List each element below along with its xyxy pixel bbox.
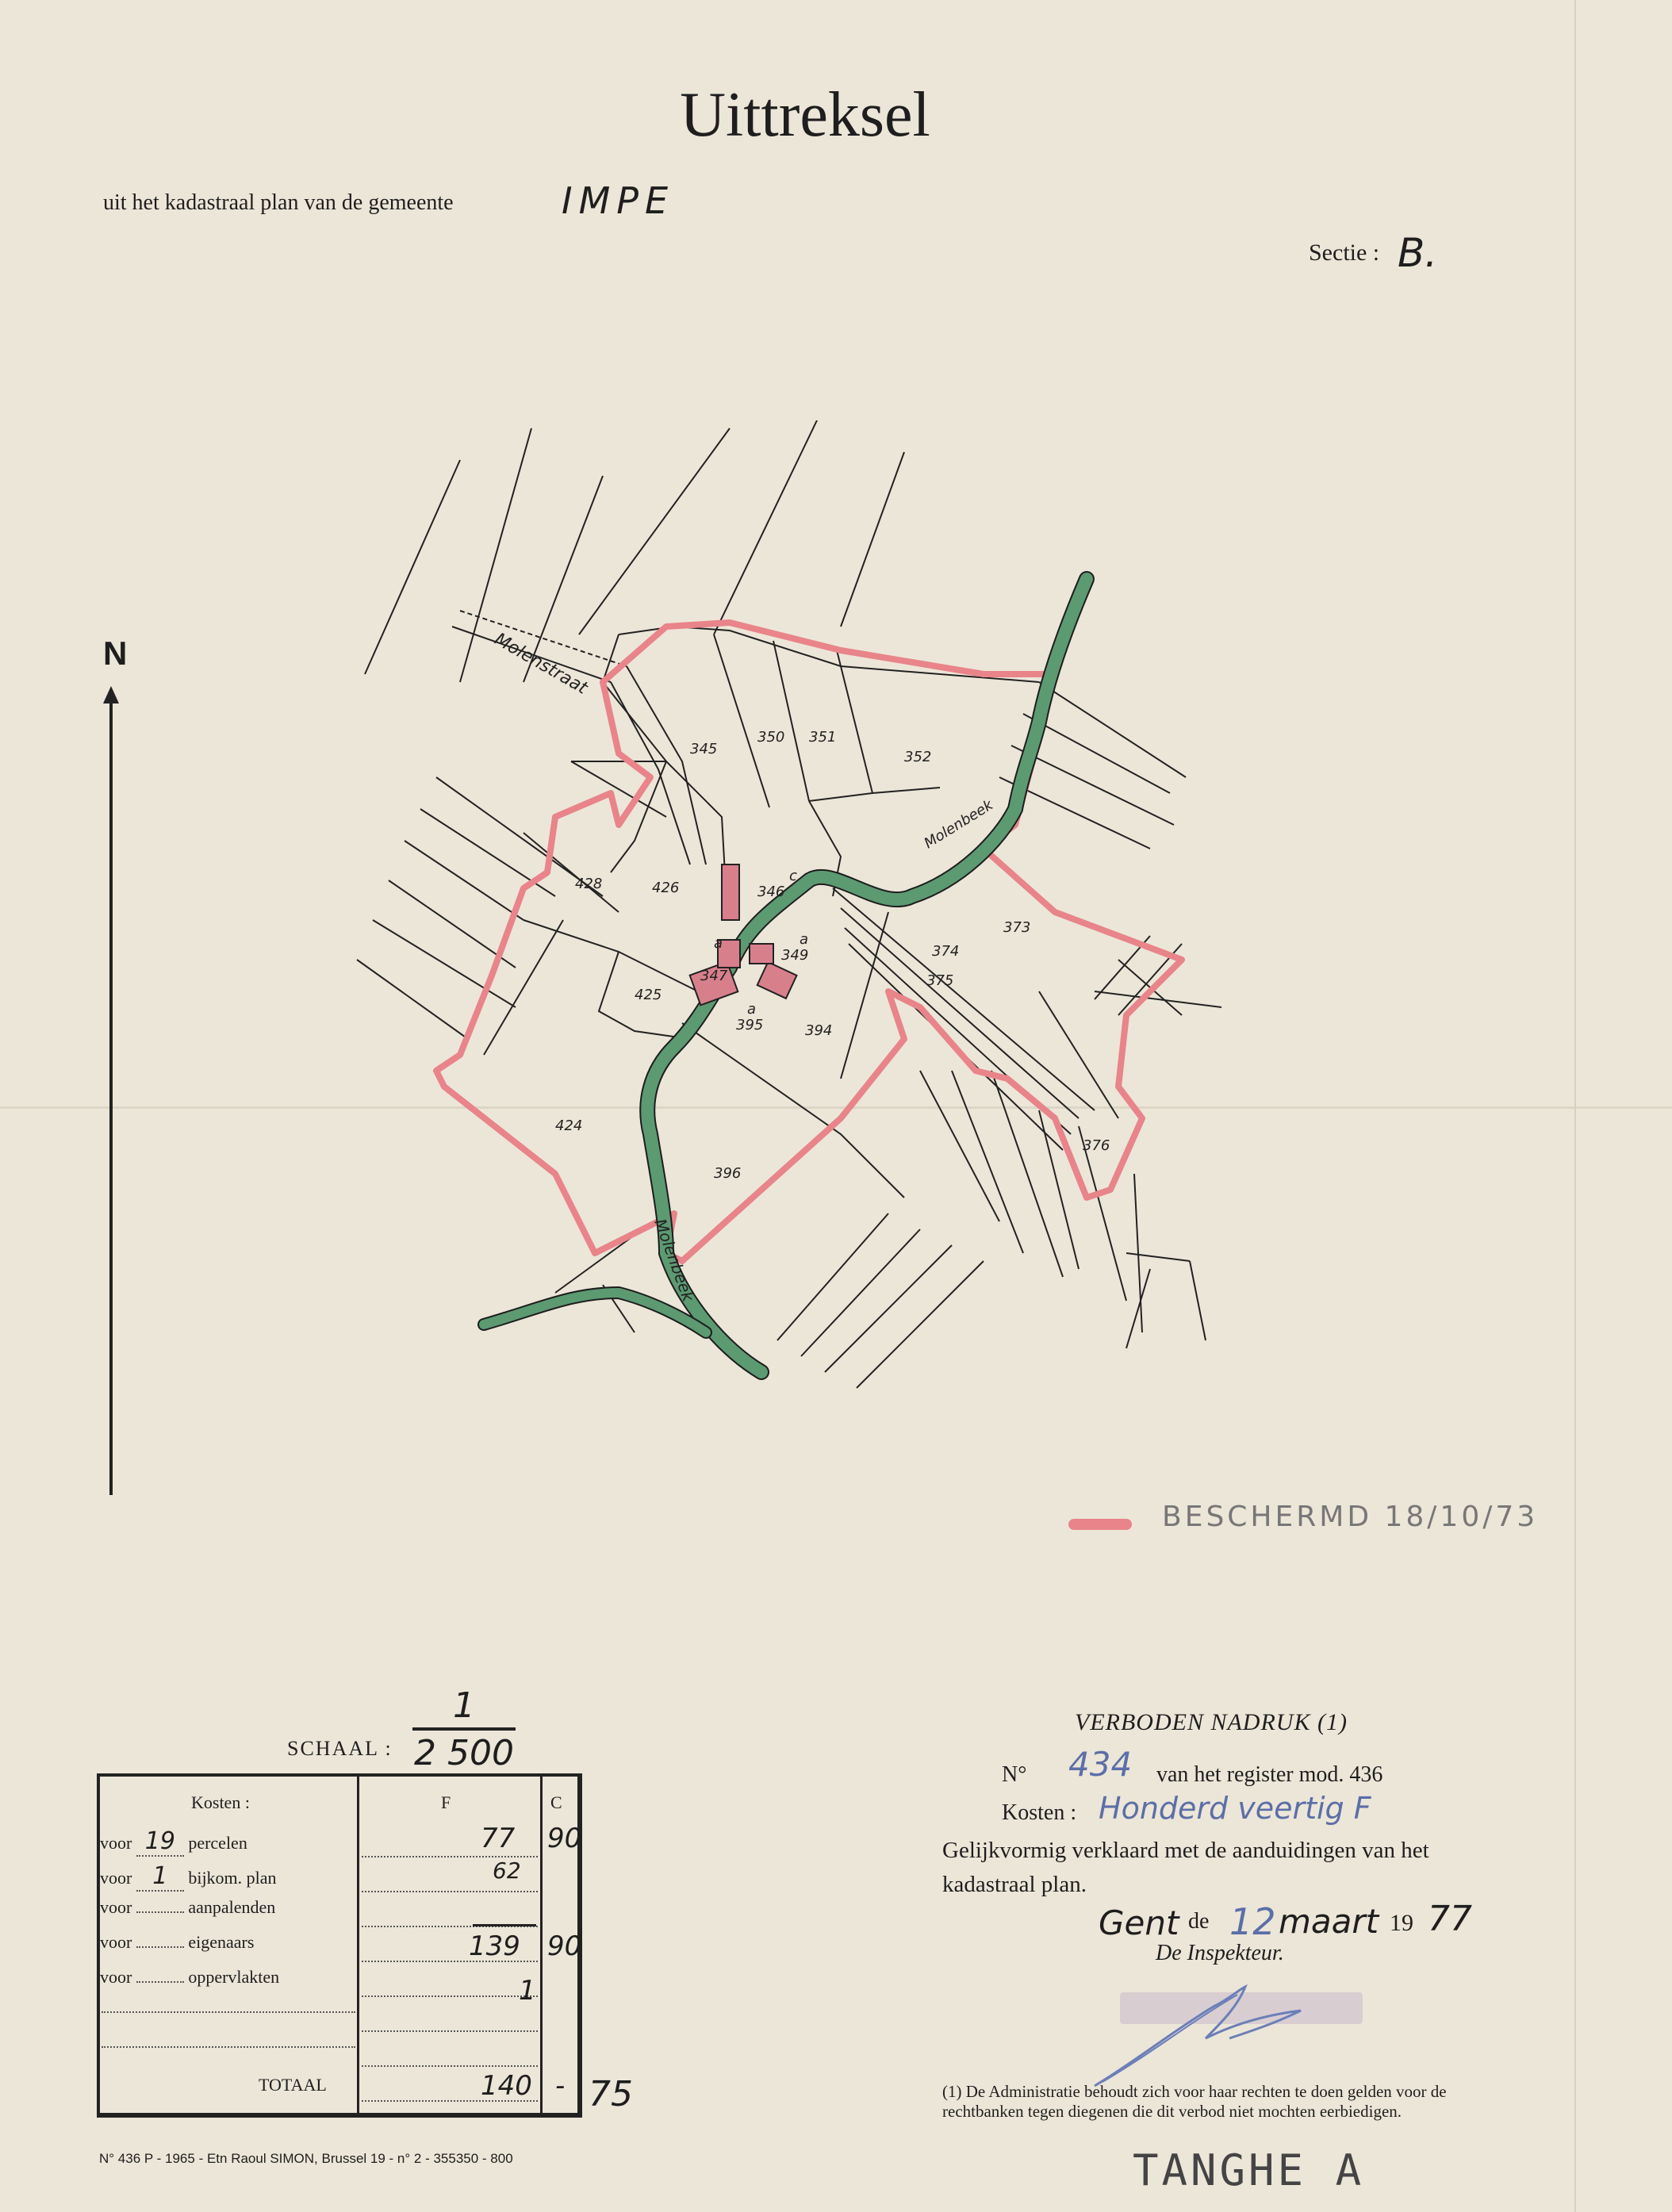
street-label-molenstraat: Molenstraat	[491, 629, 591, 699]
parcel-347a: a	[714, 935, 723, 952]
cost-row-percelen: voor 19 percelen	[100, 1827, 247, 1855]
register-text: van het register mod. 436	[1156, 1762, 1383, 1787]
stream-label-north: Molenbeek	[921, 796, 996, 853]
cost-f-percelen: 77	[481, 1823, 516, 1854]
inspekteur-label: De Inspekteur.	[1156, 1941, 1284, 1965]
cost-row-aanpalenden: voor aanpalenden	[100, 1897, 276, 1917]
date-year-hand: 77	[1428, 1899, 1472, 1939]
place: Gent	[1099, 1903, 1179, 1942]
cost-f-extra: 1	[519, 1975, 536, 2007]
col-c-header: C	[550, 1792, 562, 1812]
legend-text: BESCHERMD 18/10/73	[1162, 1501, 1539, 1533]
subtitle: uit het kadastraal plan van de gemeente	[103, 190, 454, 215]
col-divider-f	[357, 1777, 359, 2113]
scale-numerator: 1	[453, 1685, 475, 1726]
gemeente-name: IMPE	[562, 179, 675, 222]
parcel-373: 373	[1003, 919, 1031, 936]
total-label: TOTAAL	[259, 2075, 327, 2095]
stream-label-south: Molenbeek	[650, 1216, 699, 1305]
cost-row-eigenaars: voor eigenaars	[100, 1932, 255, 1952]
parcel-345: 345	[690, 741, 718, 757]
parcel-349: 349	[781, 947, 809, 964]
total-f: 140	[481, 2070, 532, 2102]
parcel-424: 424	[555, 1118, 583, 1134]
parcel-347: 347	[700, 968, 728, 984]
sectie-value: B.	[1398, 230, 1438, 276]
footnote: (1) De Administratie behoudt zich voor haar rechten te doen gelden voor de rechtbanken tegen diegenen die dit verbod niet mochten eerbiedigen.	[942, 2082, 1447, 2121]
north-label: N	[103, 634, 128, 672]
parcel-394: 394	[805, 1022, 833, 1039]
nr-label: N°	[1002, 1762, 1027, 1787]
cost-f-eigenaars: 139	[469, 1930, 520, 1962]
north-arrow-icon	[95, 686, 127, 1503]
cost-c-eigenaars: 90	[547, 1930, 582, 1962]
protected-boundary	[436, 623, 1182, 1261]
legend-swatch	[1068, 1519, 1132, 1530]
cost-row-oppervlakten: voor oppervlakten	[100, 1967, 280, 1987]
parcel-425: 425	[635, 987, 662, 1003]
margin-note: 75	[589, 2074, 633, 2114]
parcel-426: 426	[652, 880, 680, 896]
cost-c-percelen: 90	[547, 1823, 582, 1854]
parcel-375: 375	[926, 972, 954, 989]
scale-denominator: 2 500	[414, 1733, 514, 1773]
cost-f-bijkom: 62	[493, 1857, 521, 1884]
parcel-346c: c	[789, 868, 797, 884]
parcel-349a: a	[800, 931, 809, 948]
kosten-label: Kosten :	[1002, 1800, 1077, 1825]
date-day: 12	[1229, 1900, 1276, 1943]
parcel-395a: a	[747, 1001, 757, 1018]
date-year-prefix: 19	[1390, 1910, 1413, 1936]
verboden-nadruk: VERBODEN NADRUK (1)	[1075, 1709, 1348, 1735]
parcel-351: 351	[809, 729, 837, 746]
cost-row-bijkom: voor 1 bijkom. plan	[100, 1862, 277, 1890]
parcel-350: 350	[757, 729, 785, 746]
paper-edge	[1574, 0, 1576, 2212]
cost-header: Kosten :	[191, 1792, 250, 1812]
nr-value: 434	[1068, 1745, 1133, 1784]
cost-table	[97, 1773, 582, 2118]
col-f-header: F	[441, 1792, 451, 1812]
total-c: -	[555, 2070, 566, 2102]
col-divider-c	[540, 1777, 543, 2113]
certification-line-2: kadastraal plan.	[942, 1872, 1087, 1897]
cost-row-blank-2	[102, 2046, 355, 2048]
imprint: N° 436 P - 1965 - Etn Raoul SIMON, Brussel 19 - n° 2 - 355350 - 800	[99, 2151, 513, 2166]
parcel-374: 374	[932, 943, 960, 960]
scale-fraction-bar	[412, 1727, 516, 1731]
parcel-376: 376	[1083, 1137, 1110, 1154]
scale-label: SCHAAL :	[287, 1737, 393, 1760]
date-de: de	[1188, 1909, 1210, 1934]
cost-row-blank-1	[102, 2011, 355, 2013]
cadastral-map	[286, 420, 1333, 1507]
name-stamp: TANGHE A	[1133, 2145, 1365, 2195]
parcel-346: 346	[757, 884, 785, 900]
sectie-label: Sectie :	[1309, 240, 1380, 266]
parcel-396: 396	[714, 1165, 742, 1182]
certification-line-1: Gelijkvormig verklaard met de aanduidingen van het	[942, 1838, 1429, 1863]
date-month: maart	[1279, 1902, 1379, 1941]
parcel-352: 352	[904, 749, 932, 765]
kosten-value: Honderd veertig F	[1099, 1791, 1371, 1826]
parcel-395: 395	[736, 1017, 764, 1033]
stream-branch	[484, 1293, 706, 1332]
signature	[1087, 1975, 1372, 2094]
document-title: Uittreksel	[680, 80, 930, 150]
parcel-428: 428	[575, 876, 603, 892]
